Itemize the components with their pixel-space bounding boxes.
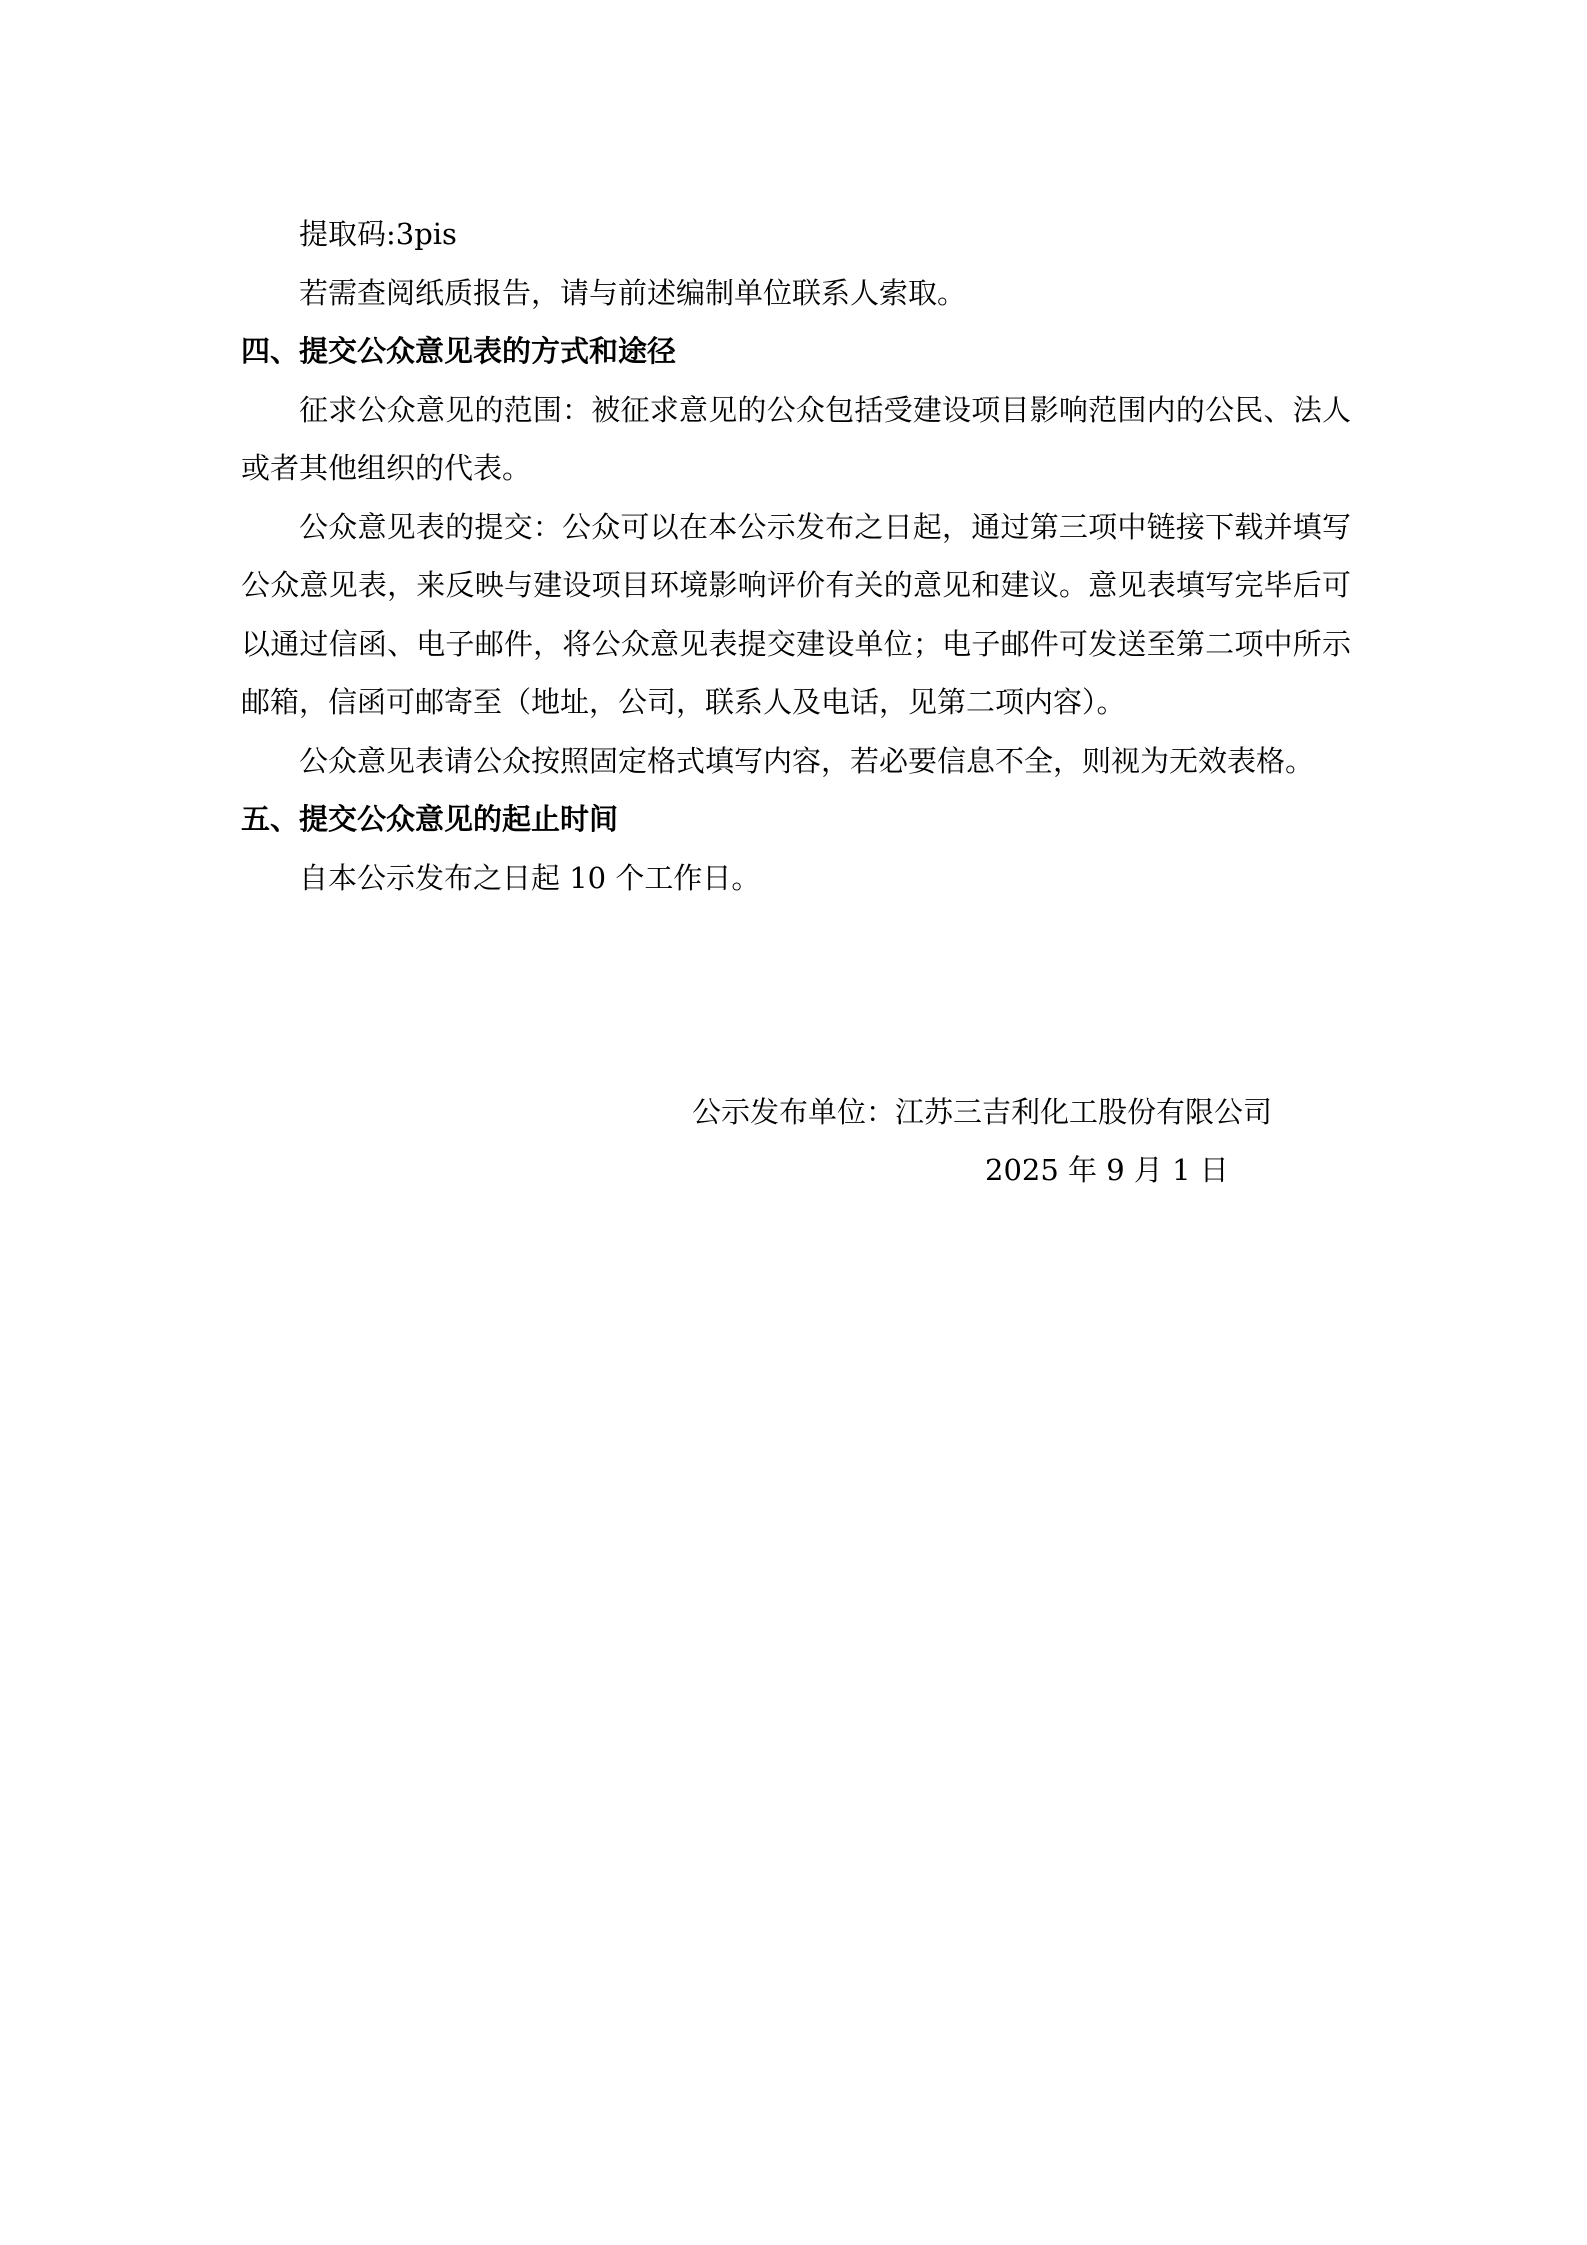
section-4-paragraph: 公众意见表请公众按照固定格式填写内容，若必要信息不全，则视为无效表格。 bbox=[299, 743, 1315, 778]
section-4-heading: 四、提交公众意见表的方式和途径 bbox=[241, 334, 677, 368]
section-5-heading: 五、提交公众意见的起止时间 bbox=[241, 802, 619, 836]
section-4-paragraph: 征求公众意见的范围：被征求意见的公众包括受建设项目影响范围内的公民、法人或者其他组织的代表。 bbox=[241, 392, 1351, 485]
paper-report-note: 若需查阅纸质报告，请与前述编制单位联系人索取。 bbox=[299, 275, 967, 310]
section-5-paragraph: 自本公示发布之日起 10 个工作日。 bbox=[299, 860, 761, 895]
extraction-code-line: 提取码:3pis bbox=[299, 217, 457, 251]
publishing-unit: 公示发布单位：江苏三吉利化工股份有限公司 bbox=[692, 1095, 1273, 1129]
section-4-paragraph: 公众意见表的提交：公众可以在本公示发布之日起，通过第三项中链接下载并填写公众意见表，来反映与建设项目环境影响评价有关的意见和建议。意见表填写完毕后可以通过信函、电子邮件，将公众意见表提交建设单位；电子邮件可发送至第二项中所示邮箱，信函可邮寄至（地址，公司，联系人及电话，见第二项内容）。 bbox=[241, 509, 1351, 719]
document-body bbox=[241, 205, 1351, 907]
publish-date: 2025 年 9 月 1 日 bbox=[985, 1153, 1229, 1187]
